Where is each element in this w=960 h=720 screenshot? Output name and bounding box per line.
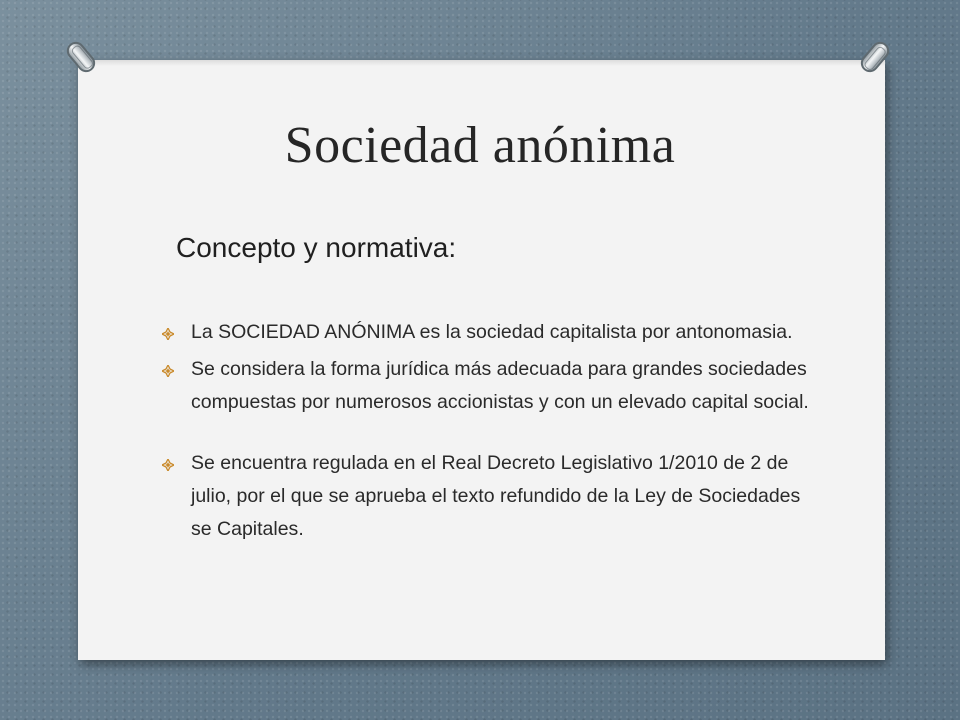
card-edge	[78, 60, 885, 66]
bullet-emphasis: Real Decreto Legislativo 1/2010 de 2 de julio, por el que se aprueba el texto refundido de la Ley de Sociedades se Capitales	[191, 452, 801, 540]
bullet-item-regulation	[162, 447, 812, 546]
bullet-text: La	[191, 321, 219, 343]
bullet-text: es la sociedad capitalista por antonomasia.	[414, 321, 793, 343]
diamond-bullet-icon	[162, 365, 174, 377]
diamond-bullet-icon	[162, 328, 174, 340]
bullet-list	[162, 316, 812, 550]
bullet-text: .	[298, 518, 304, 540]
slide-title: Sociedad anónima	[284, 117, 676, 174]
bullet-emphasis: SOCIEDAD ANÓNIMA	[218, 321, 415, 343]
slide-subtitle: Concepto y normativa:	[176, 232, 457, 263]
diamond-bullet-icon	[162, 459, 174, 471]
bullet-text: Se considera la forma jurídica más adecuada para grandes sociedades compuestas por numerosos accionistas y con un elevado capital social.	[191, 358, 809, 413]
bullet-text: Se encuentra regulada en el	[191, 452, 442, 474]
bullet-item-legal-form	[162, 353, 812, 419]
bullet-item-definition	[162, 316, 812, 349]
